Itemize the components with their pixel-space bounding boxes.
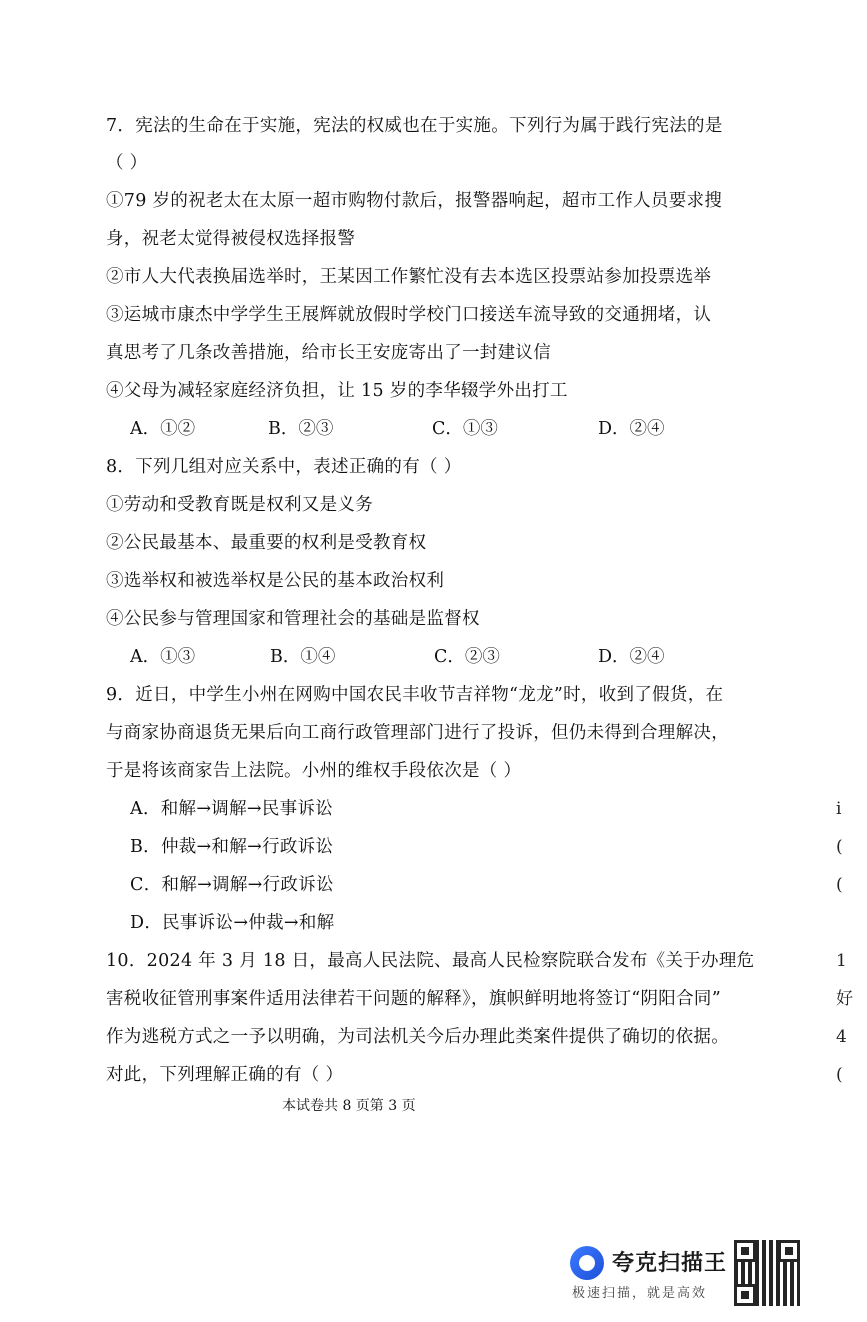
q7-stem-line2: （ ） (106, 153, 148, 173)
q7-item2: ②市人大代表换届选举时，王某因工作繁忙没有去本选区投票站参加投票选举 (106, 267, 712, 287)
q8-item2: ②公民最基本、最重要的权利是受教育权 (106, 533, 427, 553)
q10-stem-line1: 10．2024 年 3 月 18 日，最高人民法院、最高人民检察院联合发布《关于办理危 (106, 951, 755, 971)
q8-item3: ③选举权和被选举权是公民的基本政治权利 (106, 571, 445, 591)
q7-item3-line2: 真思考了几条改善措施，给市长王安庞寄出了一封建议信 (106, 343, 551, 363)
q8-option-d: D．②④ (598, 647, 665, 667)
q7-item1-line1: ①79 岁的祝老太在太原一超市购物付款后，报警器响起，超市工作人员要求搜 (106, 191, 723, 211)
q7-stem-line1: 7．宪法的生命在于实施，宪法的权威也在于实施。下列行为属于践行宪法的是 (106, 116, 723, 136)
watermark-subtitle: 极速扫描，就是高效 (572, 1286, 708, 1301)
watermark-title: 夸克扫描王 (612, 1251, 728, 1276)
edge-char: 好 (836, 989, 853, 1009)
q7-item4: ④父母为减轻家庭经济负担，让 15 岁的李华辍学外出打工 (106, 381, 568, 401)
edge-char: ( (836, 875, 843, 895)
q7-option-c: C．①③ (432, 419, 498, 439)
q10-stem-line3: 作为逃税方式之一予以明确，为司法机关今后办理此类案件提供了确切的依据。 (106, 1027, 729, 1047)
q7-item1-line2: 身，祝老太觉得被侵权选择报警 (106, 229, 356, 249)
q9-option-c: C．和解→调解→行政诉讼 (130, 875, 334, 895)
q8-option-b: B．①④ (270, 647, 336, 667)
q9-stem-line1: 9．近日，中学生小州在网购中国农民丰收节吉祥物“龙龙”时，收到了假货，在 (106, 685, 724, 705)
qr-code-icon (734, 1240, 800, 1306)
q10-stem-line2: 害税收征管刑事案件适用法律若干问题的解释》，旗帜鲜明地将签订“阴阳合同” (106, 989, 721, 1009)
q8-item4: ④公民参与管理国家和管理社会的基础是监督权 (106, 609, 480, 629)
q9-stem-line3: 于是将该商家告上法院。小州的维权手段依次是（ ） (106, 761, 522, 781)
page-footer: 本试卷共 8 页第 3 页 (282, 1098, 416, 1114)
q7-option-b: B．②③ (268, 419, 334, 439)
q8-option-a: A．①③ (130, 647, 196, 667)
q8-stem: 8．下列几组对应关系中，表述正确的有（ ） (106, 457, 462, 477)
q9-option-b: B．仲裁→和解→行政诉讼 (130, 837, 334, 857)
edge-char: ( (836, 837, 843, 857)
q7-option-a: A．①② (130, 419, 196, 439)
q10-stem-line4: 对此，下列理解正确的有（ ） (106, 1065, 344, 1085)
edge-char: ( (836, 1065, 843, 1085)
edge-char: 4 (836, 1027, 847, 1047)
edge-char: i (836, 799, 842, 819)
q9-stem-line2: 与商家协商退货无果后向工商行政管理部门进行了投诉，但仍未得到合理解决， (106, 723, 729, 743)
q8-item1: ①劳动和受教育既是权利又是义务 (106, 495, 373, 515)
q7-item3-line1: ③运城市康杰中学学生王展辉就放假时学校门口接送车流导致的交通拥堵，认 (106, 305, 712, 325)
q7-option-d: D．②④ (598, 419, 665, 439)
edge-char: 1 (836, 951, 847, 971)
q9-option-d: D．民事诉讼→仲裁→和解 (130, 913, 335, 933)
q8-option-c: C．②③ (434, 647, 500, 667)
q9-option-a: A．和解→调解→民事诉讼 (130, 799, 334, 819)
scanner-logo-icon (570, 1246, 604, 1280)
